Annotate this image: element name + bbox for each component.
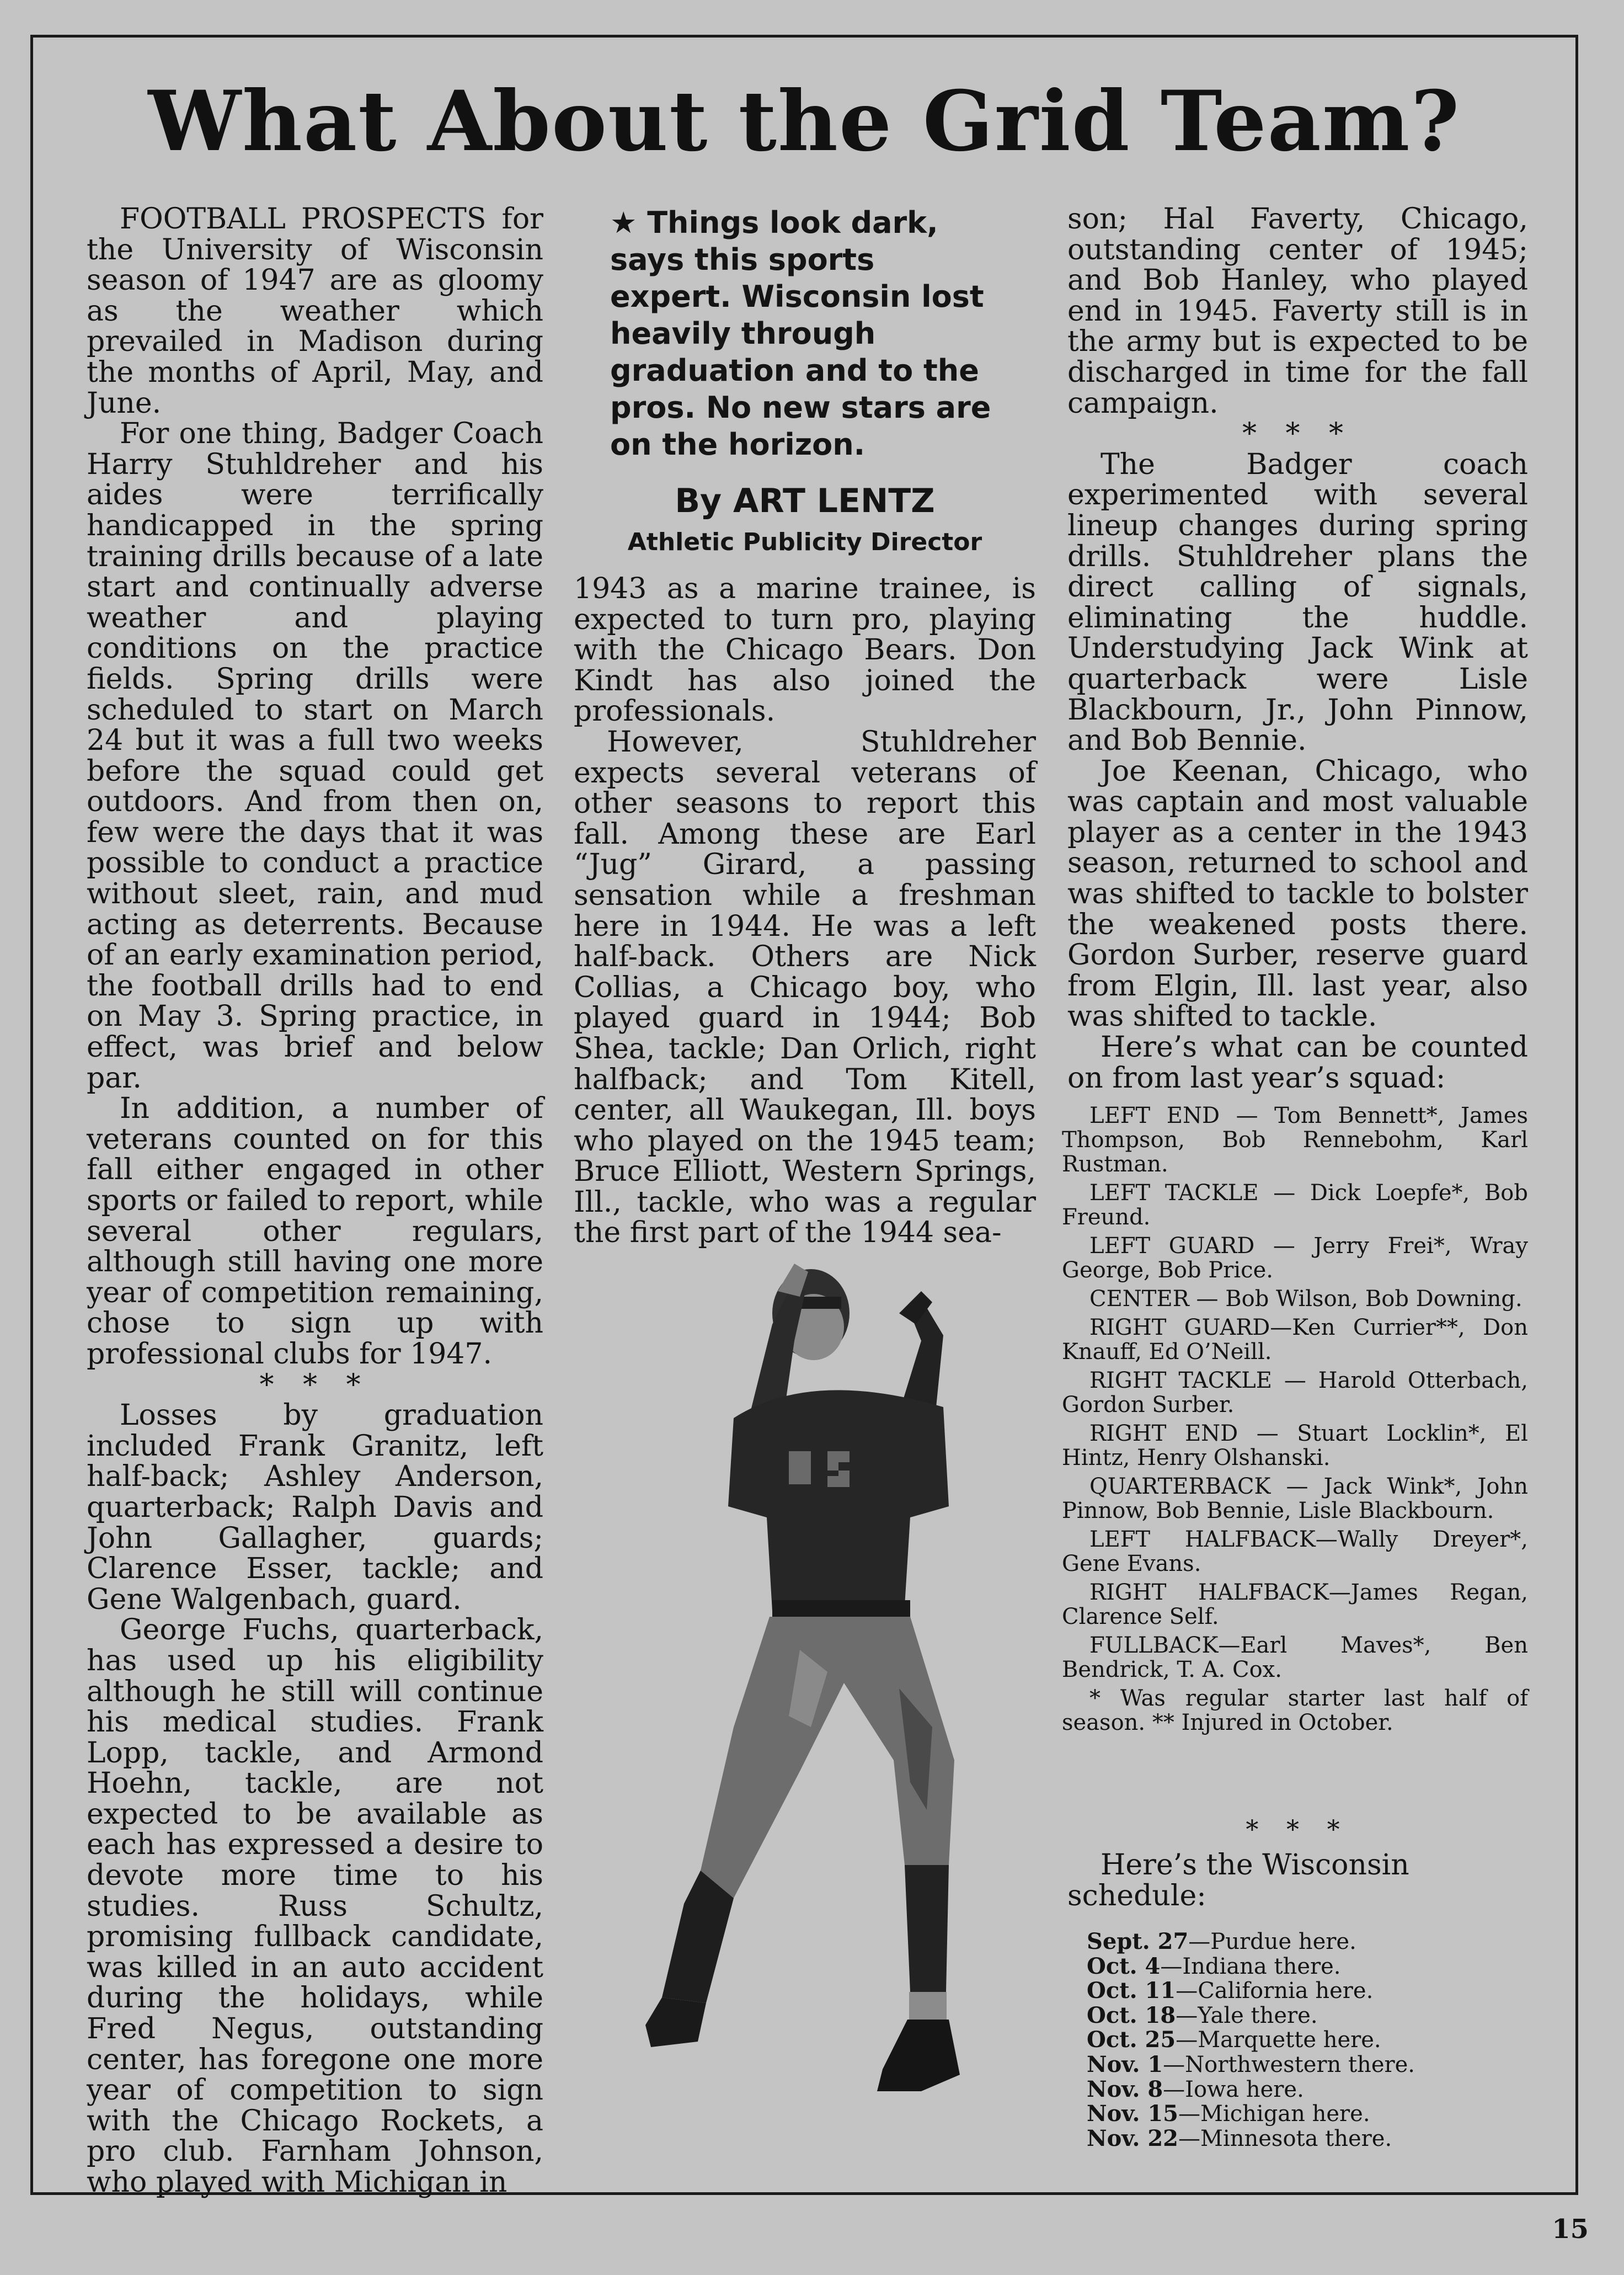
schedule-item: Oct. 4—Indiana there.	[1087, 1953, 1341, 1979]
lineup-players: Harold Otterbach, Gordon Surber.	[1062, 1368, 1528, 1418]
lineup-players: Ken Currier**, Don Knauff, Ed O’Neill.	[1062, 1315, 1529, 1365]
paragraph: Losses by graduation included Frank Granitz, left half-back; Ashley Anderson, quarterback; Ralph Davis and John Gallagher, guards; Clarence Esser, tackle; and Gene Walgenbach, guard.	[87, 1399, 543, 1616]
paragraph: However, Stuhldreher expects several veterans of other seasons to report this fall. Among these are Earl “Jug” Girard, a passing sensation while a freshman here in 1944. He was a left half-back. Others are Nick Collias, a Chicago boy, who played guard in 1944; Bob Shea, tackle; Dan Orlich, right halfback; and Tom Kitell, center, all Waukegan, Ill. boys who played on the 1945 team; Bruce Elliott, Western Springs, Ill., tackle, who was a regular the first part of the 1944 sea-	[574, 725, 1036, 1250]
schedule-list	[1087, 1930, 1528, 2151]
lineup-position: LEFT HALFBACK	[1089, 1527, 1316, 1552]
schedule-item: Nov. 22—Minnesota there.	[1087, 2125, 1392, 2151]
section-separator: * * *	[1246, 1814, 1350, 1844]
schedule-game: Yale there.	[1198, 2002, 1318, 2028]
schedule-date: Oct. 4	[1087, 1953, 1161, 1979]
schedule-game: Purdue here.	[1210, 1929, 1356, 1954]
schedule-game: Michigan here.	[1200, 2101, 1370, 2127]
schedule-game: Northwestern there.	[1185, 2052, 1415, 2077]
lineup-players: Earl Maves*, Ben Bendrick, T. A. Cox.	[1062, 1633, 1528, 1682]
lineup-entry: RIGHT TACKLE — Harold Otterbach, Gordon Surber.	[1062, 1368, 1528, 1418]
lineup-entry: FULLBACK—Earl Maves*, Ben Bendrick, T. A. Cox.	[1062, 1633, 1528, 1682]
article-column-1	[87, 204, 543, 2198]
lineup-footnote: * Was regular starter last half of season. ** Injured in October.	[1062, 1686, 1528, 1735]
schedule-game: Indiana there.	[1182, 1953, 1341, 1979]
schedule-date: Oct. 11	[1087, 1978, 1176, 2004]
schedule-date: Nov. 15	[1087, 2101, 1178, 2127]
section-separator: * * *	[259, 1368, 371, 1402]
lineup-entry: LEFT GUARD — Jerry Frei*, Wray George, Bob Price.	[1062, 1233, 1528, 1283]
page-number: 15	[1552, 2214, 1589, 2245]
schedule-date: Sept. 27	[1087, 1928, 1189, 1954]
lineup-position: CENTER	[1089, 1286, 1189, 1312]
schedule-intro: Here’s the Wisconsin schedule:	[1067, 1848, 1409, 1912]
article-deck: ★ Things look dark, says this sports expert. Wisconsin lost heavily through graduation and to the pros. No new stars are on the horizon.	[610, 205, 991, 462]
lineup-players: Tom Bennett*, James Thompson, Bob Rennebohm, Karl Rustman.	[1062, 1103, 1528, 1177]
lineup-position: LEFT END	[1089, 1103, 1220, 1128]
schedule-date: Oct. 25	[1087, 2027, 1176, 2053]
schedule-item: Nov. 15—Michigan here.	[1087, 2101, 1370, 2127]
schedule-game: Marquette here.	[1198, 2027, 1381, 2053]
article-column-3	[1067, 204, 1528, 1094]
lineup-players: James Regan, Clarence Self.	[1062, 1580, 1528, 1629]
lineup-entry: LEFT HALFBACK—Wally Dreyer*, Gene Evans.	[1062, 1527, 1528, 1576]
lineup-position: RIGHT END	[1089, 1421, 1238, 1446]
lineup-entry: RIGHT HALFBACK—James Regan, Clarence Self.	[1062, 1580, 1528, 1629]
schedule-item: Nov. 1—Northwestern there.	[1087, 2051, 1415, 2077]
schedule-game: California here.	[1198, 1978, 1374, 2004]
schedule-item: Oct. 25—Marquette here.	[1087, 2027, 1381, 2053]
headline: What About the Grid Team?	[148, 73, 1461, 170]
lineup-position: RIGHT TACKLE	[1089, 1368, 1272, 1393]
lineup-position: LEFT GUARD	[1089, 1233, 1255, 1259]
schedule-date: Oct. 18	[1087, 2002, 1176, 2028]
paragraph: son; Hal Faverty, Chicago, outstanding center of 1945; and Bob Hanley, who played end in 1945. Faverty still is in the army but is expected to be discharged in time for the fall campaign.	[1067, 203, 1528, 420]
article-column-2	[574, 574, 1036, 1249]
lineup-list	[1062, 1104, 1528, 1741]
byline-title: Athletic Publicity Director	[627, 528, 982, 556]
paragraph: FOOTBALL PROSPECTS for the University of Wisconsin season of 1947 are as gloomy as the weather which prevailed in Madison during the months of April, May, and June.	[87, 203, 543, 420]
schedule-item: Nov. 8—Iowa here.	[1087, 2076, 1304, 2102]
lineup-position: RIGHT GUARD	[1089, 1315, 1270, 1340]
byline: By ART LENTZ	[675, 482, 935, 520]
football-player-photo	[568, 1230, 1037, 2157]
lineup-entry: LEFT END — Tom Bennett*, James Thompson, Bob Rennebohm, Karl Rustman.	[1062, 1103, 1528, 1177]
paragraph: In addition, a number of veterans counted on for this fall either engaged in other sports or failed to report, while several other regulars, although still having one more year of competition remaining, chose to sign up with professional clubs for 1947.	[87, 1092, 543, 1371]
paragraph: For one thing, Badger Coach Harry Stuhldreher and his aides were terrifically handicapped in the spring training drills because of a late start and continually adverse weather and playing conditions on the practice fields. Spring drills were scheduled to start on March 24 but it was a full two weeks before the squad could get outdoors. And from then on, few were the days that it was possible to conduct a practice without sleet, rain, and mud acting as deterrents. Because of an early examination period, the football drills had to end on May 3. Spring practice, in effect, was brief and below par.	[87, 417, 543, 1095]
lineup-players: Wally Dreyer*, Gene Evans.	[1062, 1527, 1528, 1576]
lineup-entry: CENTER — Bob Wilson, Bob Downing.	[1089, 1286, 1522, 1312]
schedule-item: Oct. 18—Yale there.	[1087, 2002, 1318, 2028]
schedule-game: Minnesota there.	[1200, 2125, 1392, 2151]
lineup-players: Jerry Frei*, Wray George, Bob Price.	[1062, 1233, 1528, 1283]
paragraph: Here’s what can be counted on from last year’s squad:	[1067, 1031, 1528, 1095]
lineup-position: LEFT TACKLE	[1089, 1180, 1259, 1206]
lineup-players: Dick Loepfe*, Bob Freund.	[1062, 1180, 1528, 1230]
schedule-date: Nov. 1	[1087, 2051, 1163, 2077]
lineup-entry: QUARTERBACK — Jack Wink*, John Pinnow, Bob Bennie, Lisle Blackbourn.	[1062, 1474, 1528, 1523]
lineup-position: RIGHT HALFBACK	[1089, 1580, 1329, 1605]
schedule-date: Nov. 22	[1087, 2125, 1178, 2151]
section-separator: * * *	[1242, 417, 1354, 451]
paragraph: George Fuchs, quarterback, has used up his eligibility although he still will continue his medical studies. Frank Lopp, tackle, and Armond Hoehn, tackle, are not expected to be available as each has expressed a desire to devote more time to his studies. Russ Schultz, promising fullback candidate, was killed in an auto accident during the holidays, while Fred Negus, outstanding center, has foregone one more year of competition to sign with the Chicago Rockets, a pro club. Farnham Johnson, who played with Michigan in	[87, 1613, 543, 2199]
paragraph: 1943 as a marine trainee, is expected to turn pro, playing with the Chicago Bears. Don Kindt has also joined the professionals.	[574, 572, 1036, 728]
lineup-players: Bob Wilson, Bob Downing.	[1225, 1286, 1522, 1312]
lineup-entry: RIGHT GUARD—Ken Currier**, Don Knauff, Ed O’Neill.	[1062, 1315, 1529, 1365]
schedule-item: Sept. 27—Purdue here.	[1087, 1928, 1356, 1954]
lineup-players: Stuart Locklin*, El Hintz, Henry Olshanski.	[1062, 1421, 1528, 1471]
schedule-date: Nov. 8	[1087, 2076, 1163, 2102]
schedule-game: Iowa here.	[1185, 2076, 1304, 2102]
lineup-position: FULLBACK	[1089, 1633, 1219, 1658]
schedule-item: Oct. 11—California here.	[1087, 1978, 1374, 2004]
lineup-players: Jack Wink*, John Pinnow, Bob Bennie, Lisle Blackbourn.	[1062, 1474, 1528, 1523]
lineup-entry: RIGHT END — Stuart Locklin*, El Hintz, Henry Olshanski.	[1062, 1421, 1528, 1471]
paragraph: The Badger coach experimented with several lineup changes during spring drills. Stuhldreher plans the direct calling of signals, eliminating the huddle. Understudying Jack Wink at quarterback were Lisle Blackbourn, Jr., John Pinnow, and Bob Bennie.	[1067, 447, 1528, 758]
paragraph: Joe Keenan, Chicago, who was captain and most valuable player as a center in the 1943 season, returned to school and was shifted to tackle to bolster the weakened posts there. Gordon Surber, reserve guard from Elgin, Ill. last year, also was shifted to tackle.	[1067, 754, 1528, 1033]
lineup-entry: LEFT TACKLE — Dick Loepfe*, Bob Freund.	[1062, 1180, 1528, 1230]
lineup-position: QUARTERBACK	[1089, 1474, 1271, 1499]
